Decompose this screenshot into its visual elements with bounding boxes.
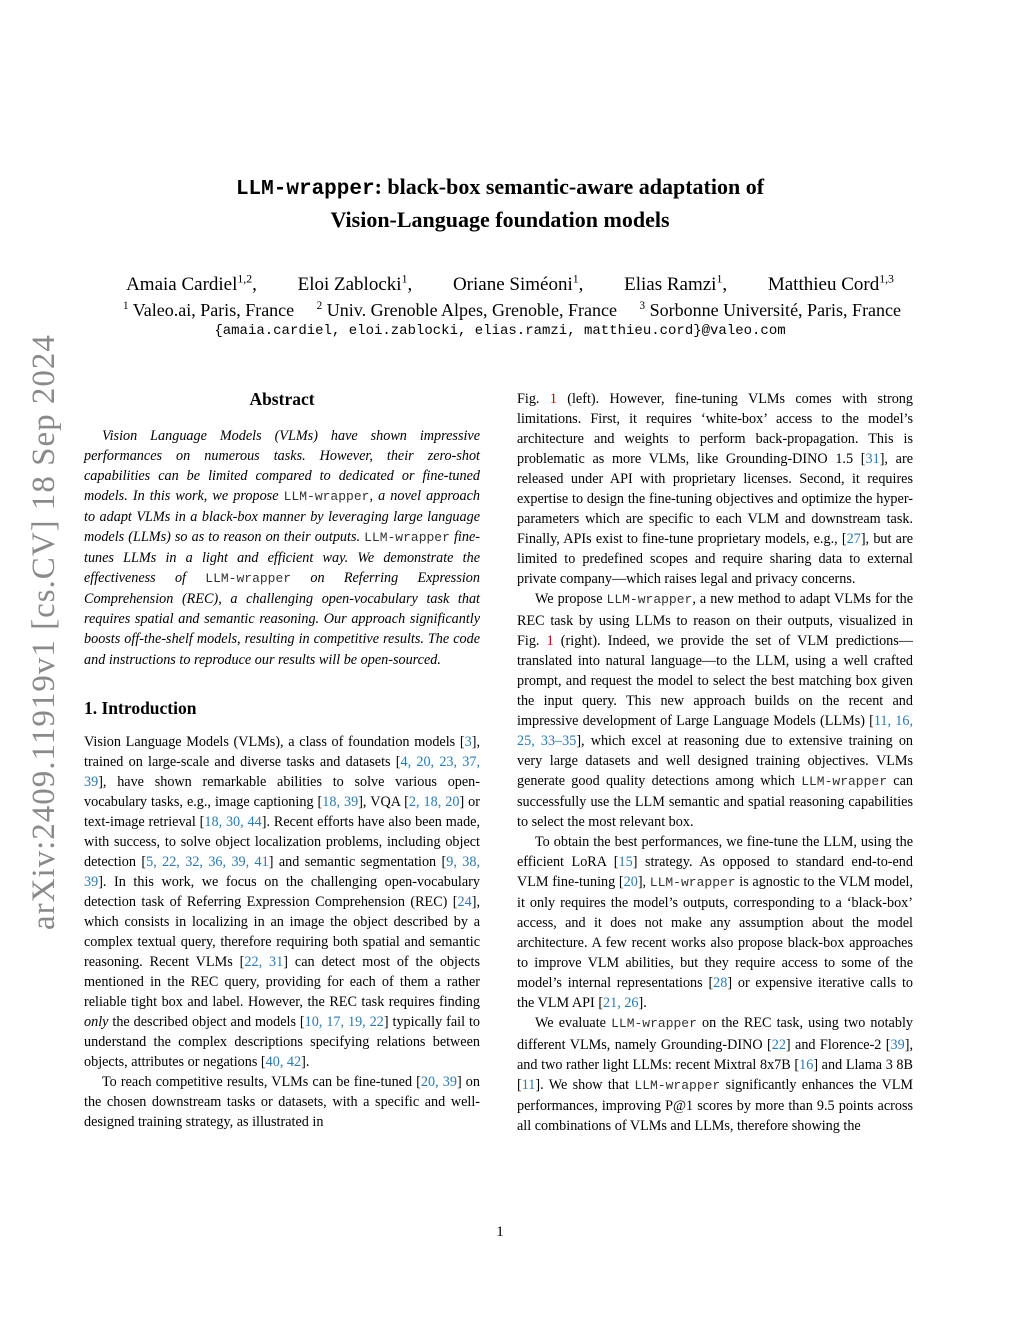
- citation-link[interactable]: 15: [618, 854, 633, 871]
- section-heading-introduction: 1. Introduction: [84, 697, 197, 718]
- citation-link[interactable]: 10, 17, 19, 22: [304, 1014, 384, 1031]
- intro-paragraph-2: To reach competitive results, VLMs can be fine-tuned [20, 39] on the chosen downstream tasks or datasets, with a specific and well-designed training strategy, as illustrated in: [84, 1074, 480, 1131]
- author: Matthieu Cord$^{1,3}$: [767, 273, 894, 296]
- citation-link[interactable]: 2, 18, 20: [408, 793, 460, 810]
- citation-link[interactable]: 39: [890, 1036, 905, 1053]
- author-list: [60, 268, 960, 297]
- arxiv-stamp: arXiv:2409.11919v1 [cs.CV] 18 Sep 2024: [26, 334, 62, 930]
- citation-link[interactable]: 11: [521, 1076, 536, 1093]
- affiliation: $^1$ Valeo.ai, Paris, France: [122, 300, 295, 320]
- citation-link[interactable]: 20: [623, 874, 638, 891]
- right-column: [517, 389, 913, 1136]
- right-paragraph-2: We propose LLM-wrapper, a new method to adapt VLMs for the REC task by using LLMs to reason on their outputs, visualized in Fig. 1 (right). Indeed, we provide the set of VLM predictions—translated into natural language—to the LLM, using a well crafted prompt, and request the model to select the best matching box given the input query. This new approach builds on the recent and impressive development of Large Language Models (LLMs) [11, 16, 25, 33–35], which excel at reasoning due to extensive training on very large datasets and well designed training objectives. VLMs generate good quality detections among which LLM-wrapper can successfully use the LLM semantic and spatial reasoning capabilities to select the most relevant box.: [517, 591, 914, 830]
- citation-link[interactable]: 22, 31: [244, 954, 284, 971]
- citation-link[interactable]: 5, 22, 32, 36, 39, 41: [146, 853, 269, 870]
- citation-link[interactable]: 21, 26: [603, 995, 639, 1012]
- affiliation: $^2$ Univ. Grenoble Alpes, Grenoble, France: [316, 300, 617, 320]
- citation-link[interactable]: 4, 20, 23, 37, 39: [84, 753, 481, 790]
- paper-title: [150, 172, 850, 235]
- citation-link[interactable]: 22: [771, 1036, 786, 1053]
- citation-link[interactable]: 11, 16, 25, 33–35: [517, 712, 913, 749]
- citation-link[interactable]: 3: [464, 733, 472, 750]
- right-paragraph-4: We evaluate LLM-wrapper on the REC task, using two notably different VLMs, namely Grounding-DINO [22] and Florence-2 [39], and two rather light LLMs: recent Mixtral 8x7B [16] and Llama 3 8B [11]. We show that LLM-wrapper significantly enhances the VLM performances, improving P@1 scores by more than 9.5 points across all combinations of VLMs and LLMs, therefore showing the: [517, 1015, 913, 1134]
- citation-link[interactable]: 20, 39: [420, 1074, 457, 1091]
- affiliation-list: [40, 294, 984, 322]
- citation-link[interactable]: 16: [799, 1056, 814, 1073]
- citation-link[interactable]: 9, 38, 39: [84, 853, 481, 890]
- figure-link[interactable]: 1: [549, 391, 557, 407]
- title-code: LLM-wrapper: [235, 178, 375, 201]
- citation-link[interactable]: 40, 42: [265, 1054, 302, 1071]
- author-emails: {amaia.cardiel, eloi.zablocki, elias.ramzi, matthieu.cord}@valeo.com: [214, 323, 786, 339]
- left-column: [84, 385, 480, 1133]
- abstract-heading: Abstract: [249, 389, 315, 409]
- right-paragraph-3: To obtain the best performances, we fine-tune the LLM, using the efficient LoRA [15] strategy. As opposed to standard end-to-end VLM fine-tuning [20], LLM-wrapper is agnostic to the VLM model, it only requires the model’s outputs, corresponding to a ‘black-box’ access, and it does not make any assumption about the model architecture. A few recent works also propose black-box approaches to improve VLM abilities, but they require access to some of the model’s internal representations [28] or expensive iterative calls to the VLM API [21, 26].: [517, 834, 914, 1012]
- citation-link[interactable]: 28: [713, 975, 728, 992]
- citation-link[interactable]: 27: [846, 531, 861, 548]
- author: Amaia Cardiel$^{1,2}$,: [126, 273, 257, 296]
- right-paragraph-1: Fig. 1 (left). However, fine-tuning VLMs comes with strong limitations. First, it requires ‘white-box’ access to the model’s architecture and weights to perform back-propagation. This is problematic as more VLMs, like Grounding-DINO 1.5 [31], are released under API with proprietary licenses. Second, it requires expertise to design the fine-tuning objectives and optimize the hyper-parameters which are specific to each VLM and downstream task. Finally, APIs exist to fine-tune proprietary models, e.g., [27], but are limited to predefined scopes and require sharing data to external private company—which raises legal and privacy concerns.: [517, 391, 913, 588]
- title-line2: Vision-Language foundation models: [330, 207, 670, 232]
- citation-link[interactable]: 18, 39: [322, 793, 359, 810]
- citation-link[interactable]: 24: [457, 893, 472, 910]
- citation-link[interactable]: 31: [865, 451, 880, 468]
- figure-link[interactable]: 1: [546, 632, 554, 649]
- page-number: 1: [496, 1224, 504, 1240]
- intro-paragraph-1: Vision Language Models (VLMs), a class of foundation models [3], trained on large-scale and diverse tasks and datasets [4, 20, 23, 37, 39], have shown remarkable abilities to solve various open-vocabulary tasks, e.g., image captioning [18, 39], VQA [2, 18, 20] or text-image retrieval [18, 30, 44]. Recent efforts have also been made, with success, to solve object localization problems, including object detection [5, 22, 32, 36, 39, 41] and semantic segmentation [9, 38, 39]. In this work, we focus on the challenging open-vocabulary detection task of Referring Expression Comprehension (REC) [24], which consists in localizing in an image the object described by a complex textual query, therefore requiring both spatial and semantic reasoning. Recent VLMs [22, 31] can detect most of the objects mentioned in the REC query, providing for each of them a rather reliable tight box and label. However, the REC task requires finding only the described object and models [10, 17, 19, 22] typically fail to understand the complex descriptions specifying relations between objects, attributes or negations [40, 42].: [84, 733, 481, 1071]
- abstract-text: Vision Language Models (VLMs) have shown impressive performances on numerous tasks. However, their zero-shot capabilities can be limited compared to dedicated or fine-tuned models. In this work, we propose LLM-wrapper, a novel approach to adapt VLMs in a black-box manner by leveraging large language models (LLMs) so as to reason on their outputs. LLM-wrapper fine-tunes LLMs in a light and efficient way. We demonstrate the effectiveness of LLM-wrapper on Referring Expression Comprehension (REC), a challenging open-vocabulary task that requires spatial and semantic reasoning. Our approach significantly boosts off-the-shelf models, resulting in competitive results. The code and instructions to reproduce our results will be open-sourced.: [84, 428, 480, 668]
- author: Oriane Siméoni$^1$,: [452, 273, 584, 296]
- title-line1: : black-box semantic-aware adaptation of: [374, 174, 765, 199]
- author: Eloi Zablocki$^1$,: [297, 273, 413, 296]
- citation-link[interactable]: 18, 30, 44: [204, 813, 262, 830]
- affiliation: $^3$ Sorbonne Université, Paris, France: [639, 300, 902, 320]
- author: Elias Ramzi$^1$,: [624, 273, 728, 296]
